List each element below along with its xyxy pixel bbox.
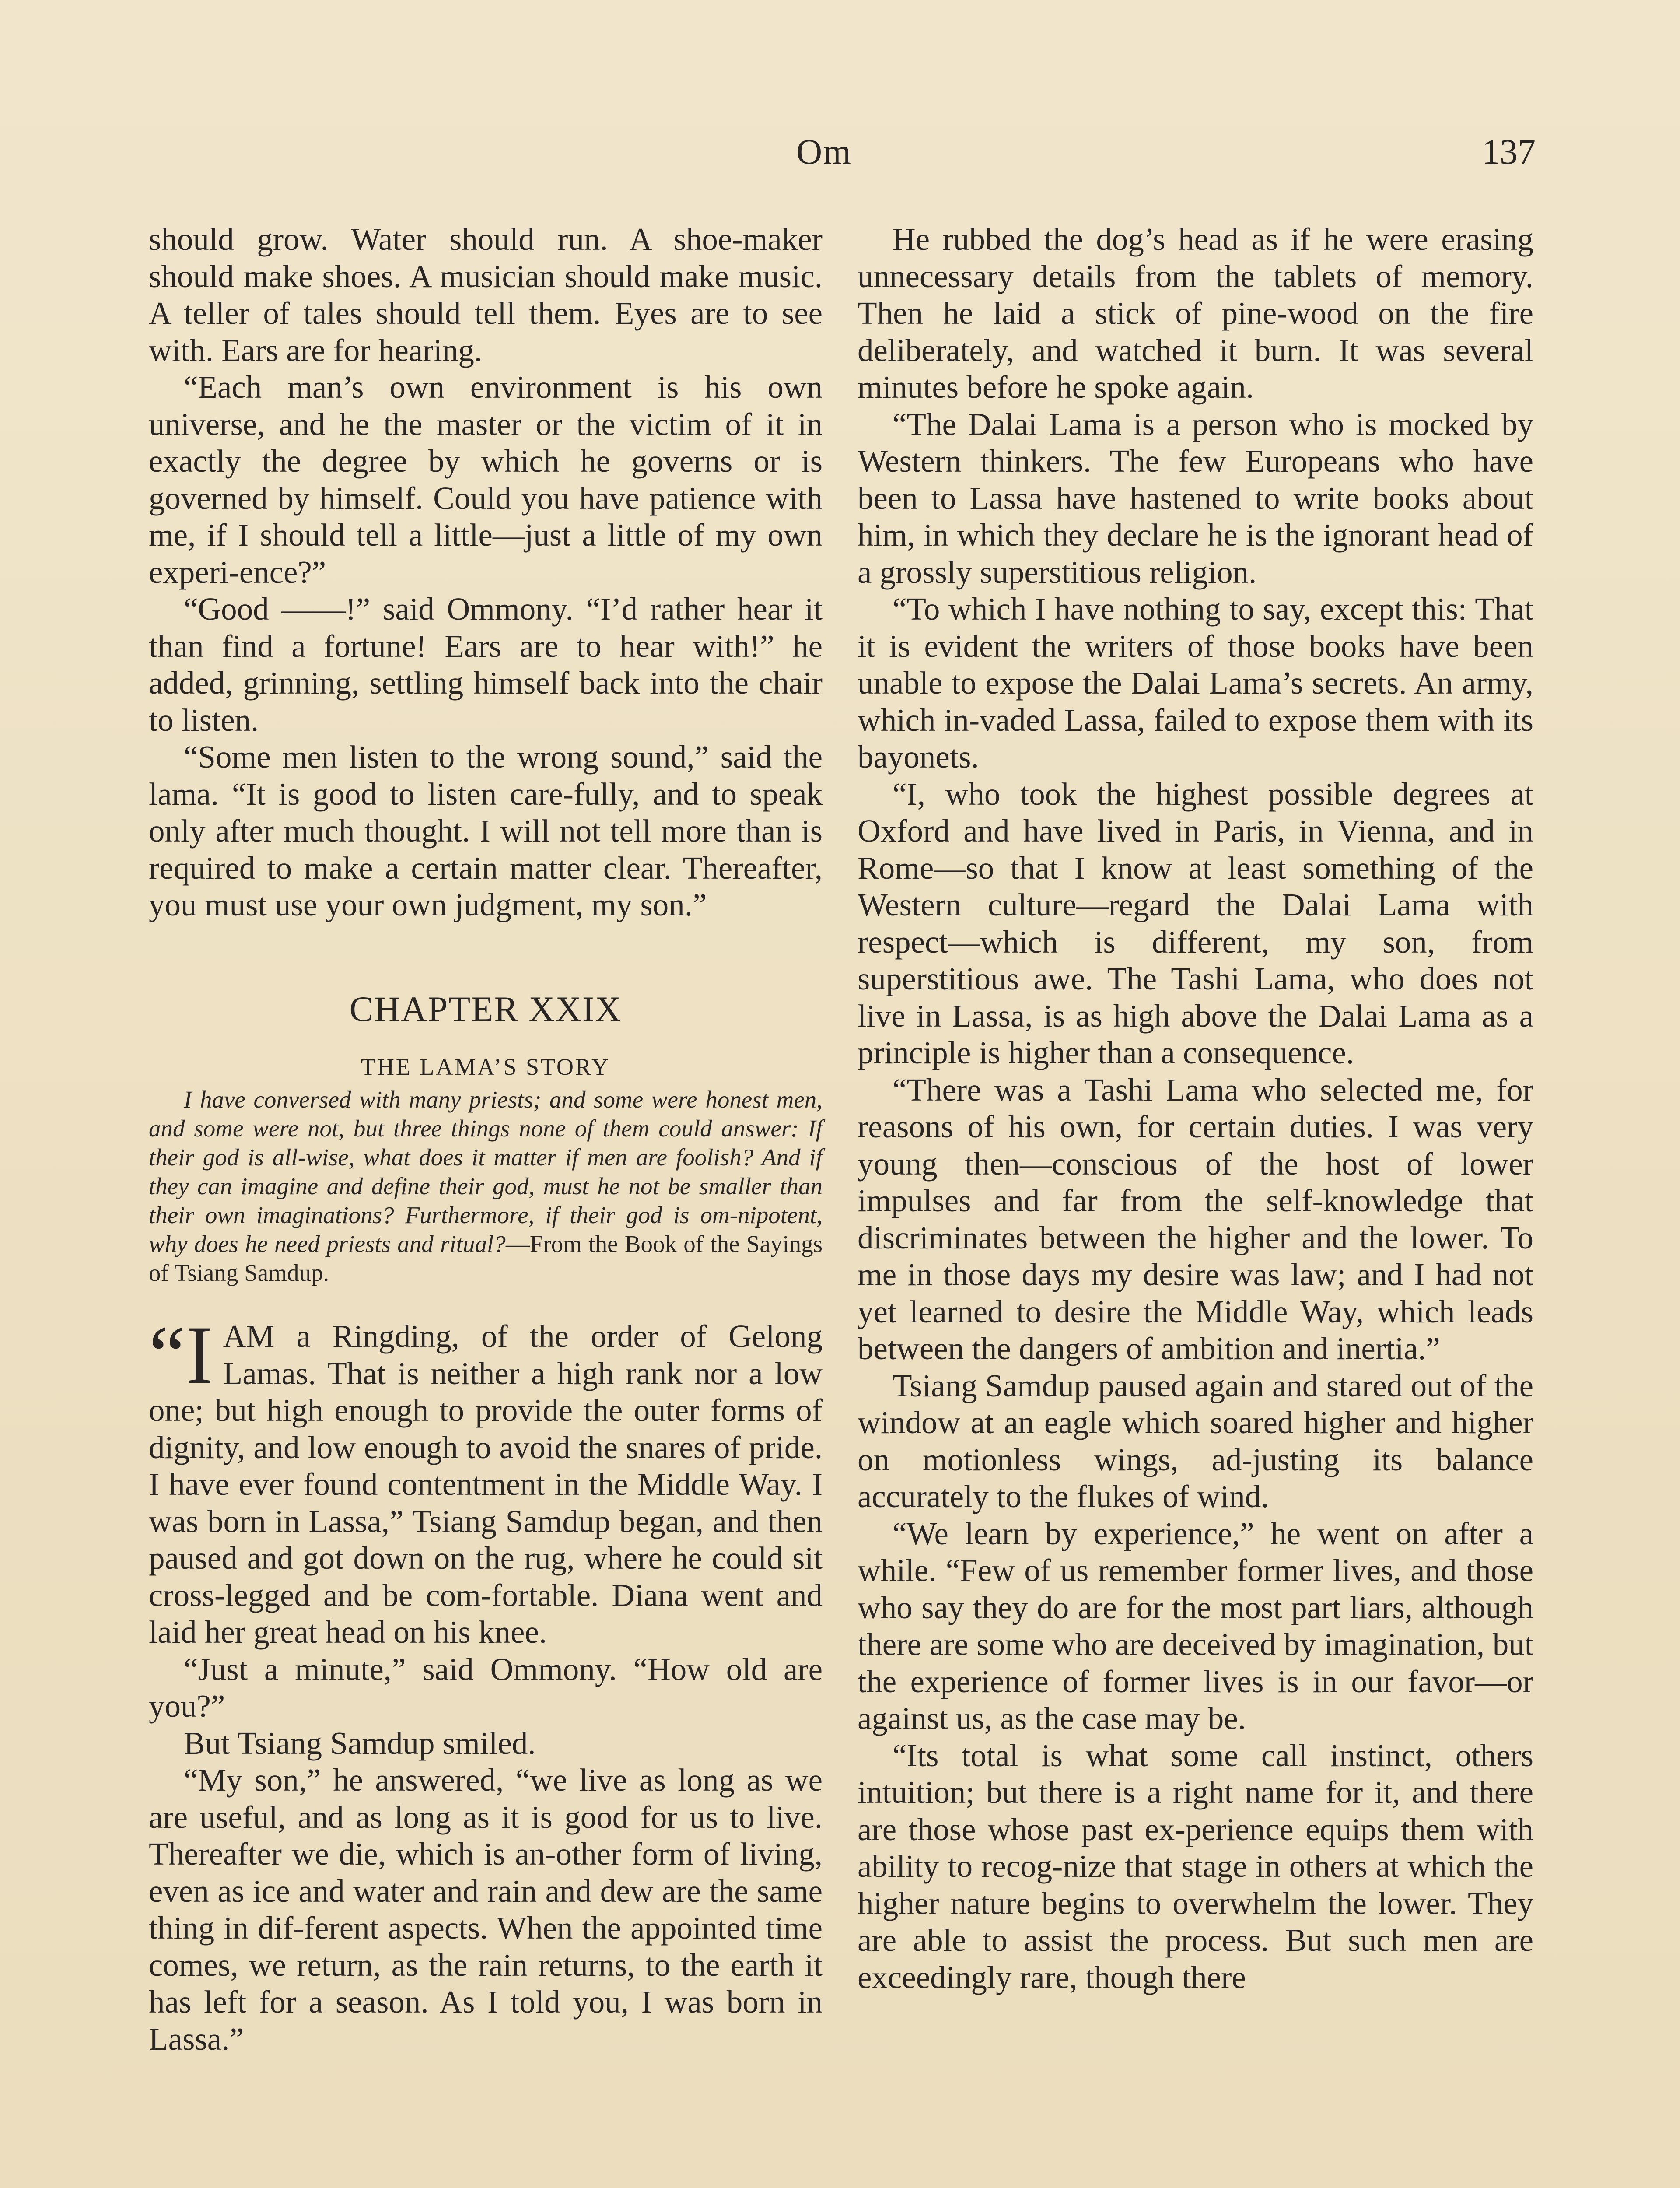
- paragraph: “I, who took the highest possible degrees at Oxford and have lived in Paris, in Vienna, and in Rome—so that I know at least something of the Western culture—regard the Dalai Lama with respect—which is different, my son, from superstitious awe. The Tashi Lama, who does not live in Lassa, is as high above the Dalai Lama as a principle is higher than a consequence.: [858, 776, 1533, 1070]
- page-number: 137: [1482, 132, 1536, 172]
- drop-cap: “I: [149, 1309, 214, 1401]
- epigraph-text: I have conversed with many priests; and some were honest men, and some were not, but three things none of them could answer: If their god is all-wise, what does it matter if men are foolish? And if they can imagine and define their god, must he not be smaller than their own imaginations? Furthermore, if their god is om-nipotent, why does he need priests and ritual?: [149, 1086, 822, 1257]
- paragraph: “Good ——!” said Ommony. “I’d rather hear it than find a fortune! Ears are to hear with!” he added, grinning, settling himself back into the chair to listen.: [149, 591, 822, 738]
- paragraph: Tsiang Samdup paused again and stared out of the window at an eagle which soared higher and higher on motionless wings, ad-justing its balance accurately to the flukes of wind.: [858, 1368, 1533, 1514]
- paragraph: should grow. Water should run. A shoe-maker should make shoes. A musician should make music. A teller of tales should tell them. Eyes are to see with. Ears are for hearing.: [149, 221, 822, 368]
- epigraph-source: —From the Book of the Sayings of Tsiang Samdup.: [149, 1231, 823, 1286]
- paragraph: “Each man’s own environment is his own universe, and he the master or the victim of it in exactly the degree by which he governs or is governed by himself. Could you have patience with me, if I should tell a little—just a little of my own experi-ence?”: [149, 369, 822, 590]
- paragraph: But Tsiang Samdup smiled.: [184, 1725, 536, 1761]
- opening-paragraph-text: AM a Ringding, of the order of Gelong Lamas. That is neither a high rank nor a low one; but high enough to provide the outer forms of dignity, and low enough to avoid the snares of pride. I have ever found contentment in the Middle Way. I was born in Lassa,” Tsiang Samdup began, and then paused and got down on the rug, where he could sit cross-legged and be com-fortable. Diana went and laid her great head on his knee.: [149, 1318, 822, 1650]
- chapter-title: CHAPTER XXIX: [349, 989, 622, 1029]
- paragraph: “To which I have nothing to say, except this: That it is evident the writers of those books have been unable to expose the Dalai Lama’s secrets. An army, which in-vaded Lassa, failed to expose them with its bayonets.: [858, 591, 1533, 775]
- left-column: [149, 221, 822, 2058]
- paragraph: “There was a Tashi Lama who selected me, for reasons of his own, for certain duties. I was very young then—conscious of the host of lower impulses and far from the self-knowledge that discriminates between the higher and the lower. To me in those days my desire was law; and I had not yet learned to desire the Middle Way, which leads between the dangers of ambition and inertia.”: [858, 1072, 1533, 1366]
- chapter-subtitle: THE LAMA’S STORY: [360, 1053, 611, 1080]
- paragraph: He rubbed the dog’s head as if he were erasing unnecessary details from the tablets of memory. Then he laid a stick of pine-wood on the fire deliberately, and watched it burn. It was several minutes before he spoke again.: [858, 221, 1533, 405]
- paragraph: “Some men listen to the wrong sound,” said the lama. “It is good to listen care-fully, and to speak only after much thought. I will not tell more than is required to make a certain matter clear. Thereafter, you must use your own judgment, my son.”: [149, 739, 822, 922]
- paragraph: “Just a minute,” said Ommony. “How old are you?”: [149, 1651, 822, 1724]
- right-column: [858, 221, 1533, 1996]
- paragraph: “We learn by experience,” he went on after a while. “Few of us remember former lives, and those who say they do are for the most part liars, although there are some who are deceived by imagination, but the experience of former lives is in our favor—or against us, as the case may be.: [858, 1515, 1533, 1736]
- paragraph: “My son,” he answered, “we live as long as we are useful, and as long as it is good for us to live. Thereafter we die, which is an-other form of living, even as ice and water and rain and dew are the same thing in dif-ferent aspects. When the appointed time comes, we return, as the rain returns, to the earth it has left for a season. As I told you, I was born in Lassa.”: [149, 1762, 822, 2057]
- epigraph: [149, 1085, 822, 1287]
- opening-paragraph: [149, 1309, 822, 1651]
- paragraph: “Its total is what some call instinct, others intuition; but there is a right name for it, and there are those whose past ex-perience equips them with ability to recog-nize that stage in others at which the higher nature begins to overwhelm the lower. They are able to assist the process. But such men are exceedingly rare, though there: [858, 1737, 1533, 1995]
- running-head: Om: [796, 132, 852, 172]
- paragraph: “The Dalai Lama is a person who is mocked by Western thinkers. The few Europeans who have been to Lassa have hastened to write books about him, in which they declare he is the ignorant head of a grossly superstitious religion.: [858, 406, 1533, 590]
